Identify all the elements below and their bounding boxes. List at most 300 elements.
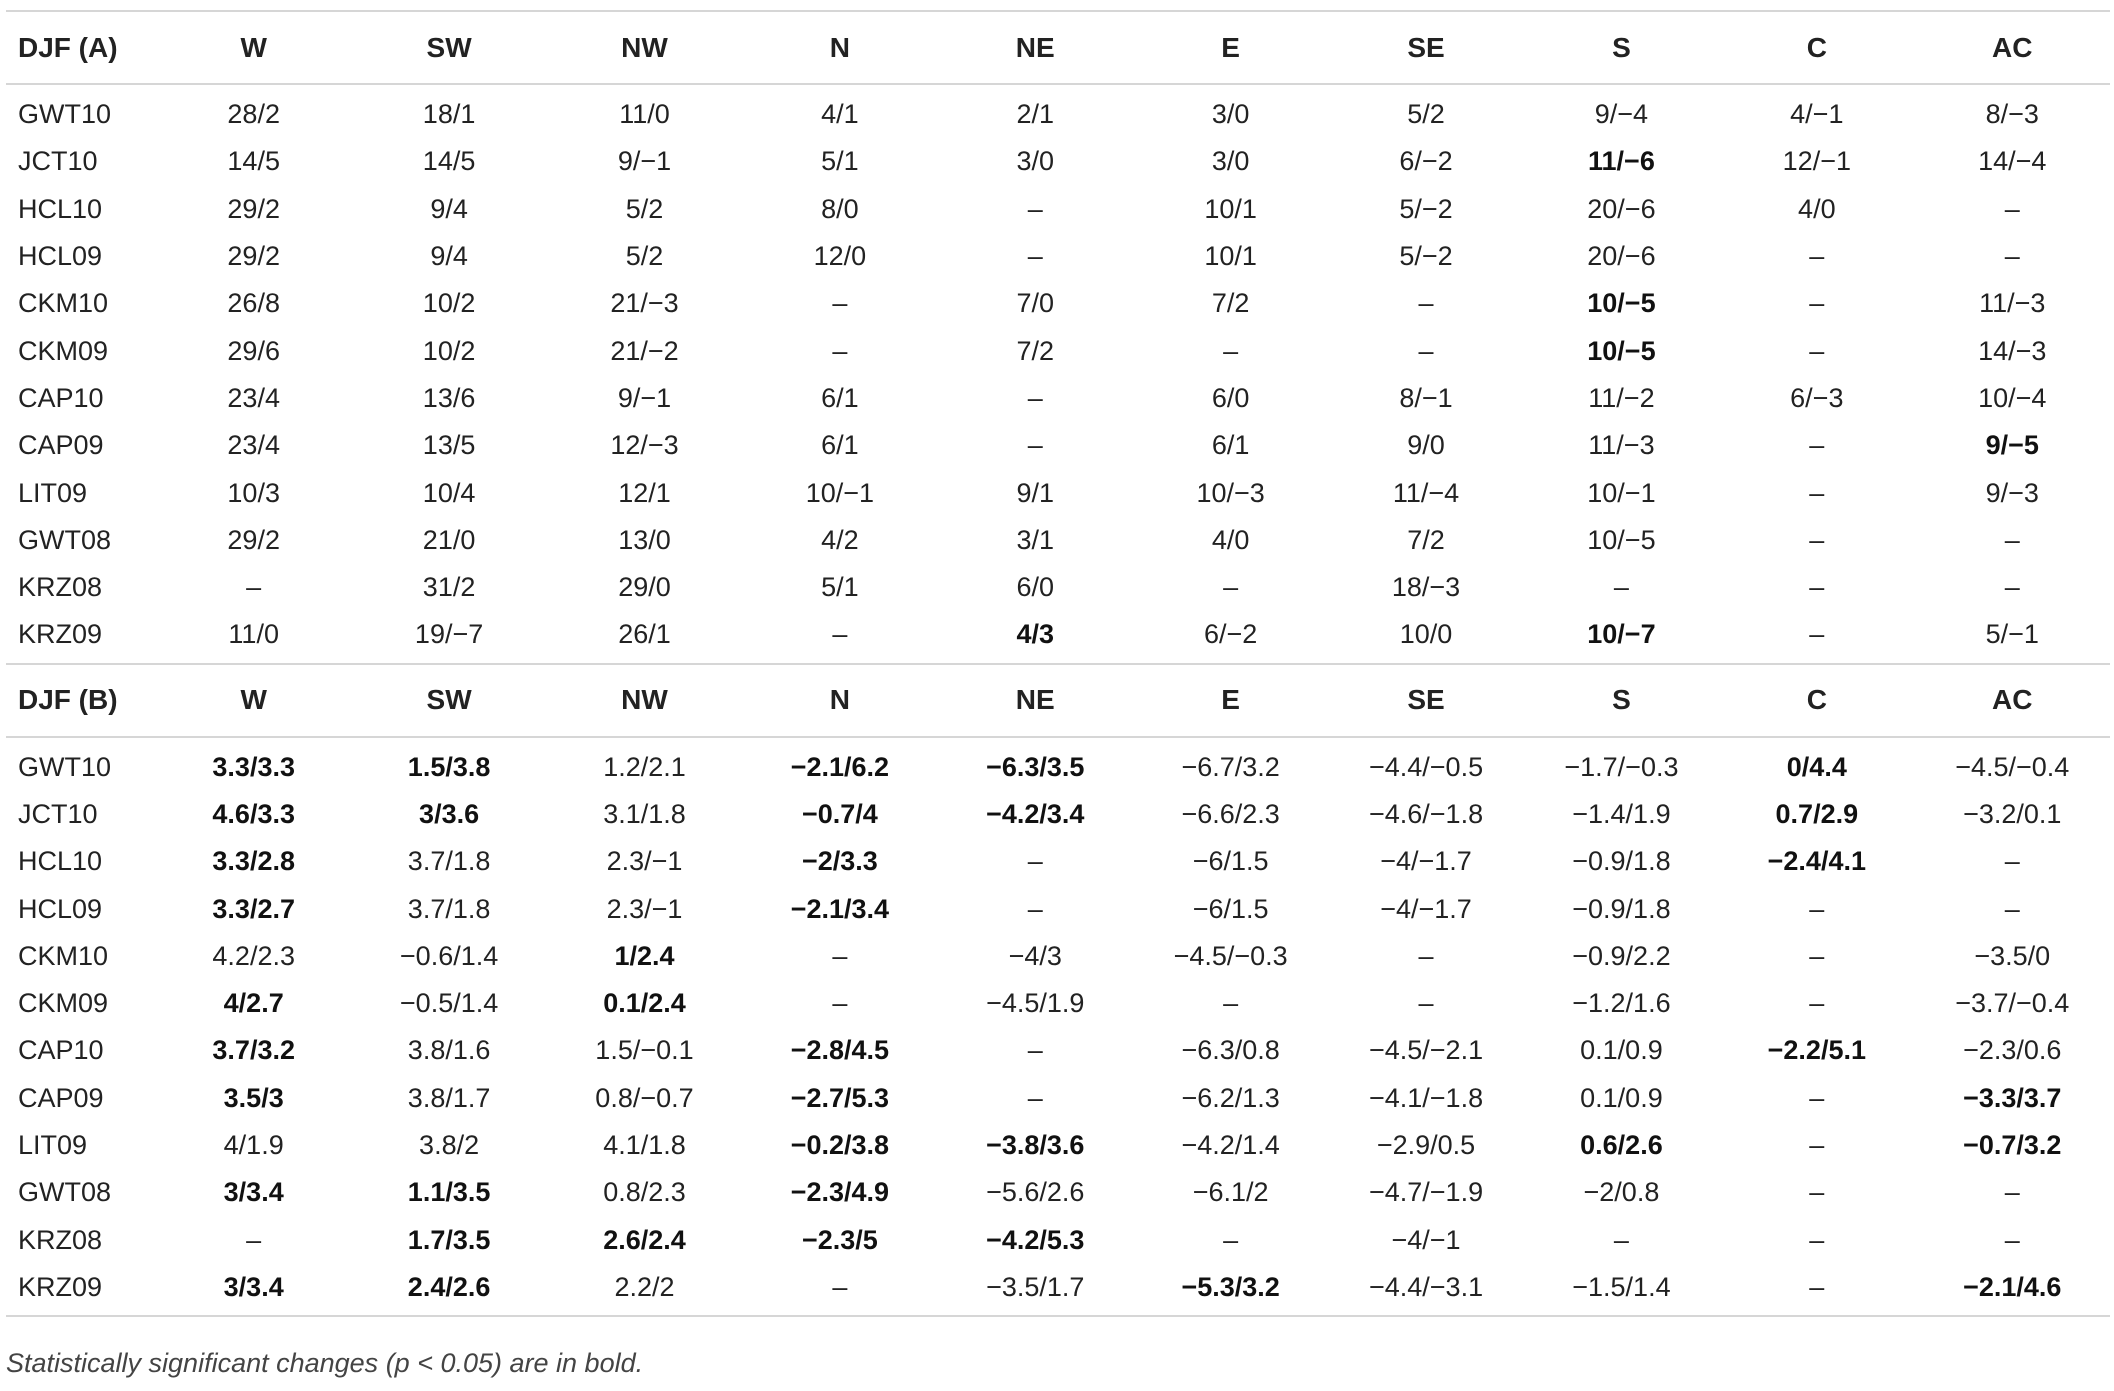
table-row xyxy=(6,791,2110,838)
table-cell: −3.5/0 xyxy=(1974,940,2051,971)
table-cell: 6/1 xyxy=(821,430,859,461)
table-footnote: Statistically significant changes (p < 0.05) are in bold. xyxy=(6,1348,644,1378)
table-row xyxy=(6,1264,2110,1316)
table-cell: 4/3 xyxy=(1016,619,1055,650)
row-label: HCL09 xyxy=(18,241,103,272)
table-cell: 26/1 xyxy=(618,619,671,650)
table-cell: 6/1 xyxy=(821,382,859,413)
table-cell: 10/1 xyxy=(1204,241,1257,272)
table-row xyxy=(6,1122,2110,1169)
table-row xyxy=(6,280,2110,327)
table-cell: – xyxy=(1809,477,1825,508)
row-label: GWT08 xyxy=(18,1177,112,1208)
table-cell: 3.3/2.7 xyxy=(212,893,295,924)
table-cell: – xyxy=(1223,335,1239,366)
table-cell: – xyxy=(1809,572,1825,603)
table-cell: – xyxy=(2004,241,2020,272)
table-cell: – xyxy=(832,288,848,319)
table-cell: 14/5 xyxy=(422,146,476,177)
table-cell: – xyxy=(1418,335,1434,366)
table-row xyxy=(6,1217,2110,1264)
table-cell: 10/−4 xyxy=(1978,382,2047,413)
table-cell: 4/0 xyxy=(1211,524,1250,555)
table-cell: −2.4/4.1 xyxy=(1767,846,1866,877)
column-header: NE xyxy=(938,11,1133,84)
section-header-row xyxy=(6,664,2110,737)
table-cell: 10/−5 xyxy=(1587,524,1656,555)
row-label: GWT10 xyxy=(18,751,112,782)
table-cell: 21/0 xyxy=(422,524,476,555)
table-cell: −4.2/3.4 xyxy=(986,799,1085,829)
row-label: CAP09 xyxy=(18,1082,104,1113)
table-cell: 9/4 xyxy=(430,241,468,272)
table-cell: – xyxy=(832,335,848,366)
table-cell: −6.3/0.8 xyxy=(1181,1035,1280,1066)
table-cell: 29/6 xyxy=(227,335,280,366)
row-label: JCT10 xyxy=(18,799,98,829)
row-label: LIT09 xyxy=(18,477,88,508)
table-cell: 29/2 xyxy=(227,193,280,224)
table-cell: −0.9/1.8 xyxy=(1572,846,1671,877)
table-cell: 11/0 xyxy=(228,619,279,650)
table-cell: 11/−4 xyxy=(1392,477,1460,508)
row-label: GWT10 xyxy=(18,99,112,130)
table-cell: −1.4/1.9 xyxy=(1572,799,1671,829)
table-cell: −0.7/3.2 xyxy=(1963,1130,2062,1161)
table-cell: −2.7/5.3 xyxy=(790,1082,890,1113)
table-cell: 3.1/1.8 xyxy=(603,799,686,829)
row-label: KRZ09 xyxy=(6,1264,156,1316)
table-cell: 11/−2 xyxy=(1588,382,1655,413)
table-cell: 3.8/1.7 xyxy=(407,1082,491,1113)
table-cell: 11/−6 xyxy=(1588,146,1655,177)
table-cell: −4.5/−2.1 xyxy=(1368,1035,1484,1066)
table-cell: 10/1 xyxy=(1204,193,1257,224)
table-cell: −4.2/5.3 xyxy=(986,1224,1085,1255)
table-cell: −0.9/1.8 xyxy=(1572,893,1671,924)
table-cell: −6/1.5 xyxy=(1192,846,1269,877)
table-cell: 13/0 xyxy=(618,524,671,555)
table-cell: 10/−3 xyxy=(1196,477,1265,508)
table-cell: −3.5/1.7 xyxy=(938,1264,1133,1316)
table-cell: 10/−1 xyxy=(1587,477,1656,508)
table-cell: – xyxy=(2004,193,2020,224)
table-cell: – xyxy=(1027,193,1043,224)
table-cell: – xyxy=(1809,940,1825,971)
table-cell: 3.3/3.3 xyxy=(212,751,295,782)
column-header: SW xyxy=(351,664,546,737)
table-cell: 9/−1 xyxy=(617,146,672,177)
table-cell: 12/−1 xyxy=(1782,146,1851,177)
table-cell: 2.2/2 xyxy=(547,1264,742,1316)
table-row xyxy=(6,1027,2110,1074)
table-row xyxy=(6,933,2110,980)
table-cell: −3.7/−0.4 xyxy=(1955,988,2070,1019)
table-cell: – xyxy=(2004,1224,2020,1255)
table-cell: 12/0 xyxy=(813,241,867,272)
table-cell: 5/2 xyxy=(1407,99,1445,130)
column-header: NW xyxy=(547,664,742,737)
table-cell: −2.3/4.9 xyxy=(790,1177,890,1208)
table-cell: – xyxy=(1027,430,1043,461)
table-cell: −4.5/−0.3 xyxy=(1173,940,1288,971)
table-cell: 1.2/2.1 xyxy=(603,751,686,782)
table-cell: 3/3.4 xyxy=(223,1177,284,1208)
table-cell: −6.6/2.3 xyxy=(1181,799,1280,829)
table-cell: 10/−7 xyxy=(1587,619,1656,650)
table-cell: – xyxy=(1418,940,1434,971)
table-cell: 9/−1 xyxy=(617,382,672,413)
row-label: KRZ08 xyxy=(18,572,103,603)
table-cell: – xyxy=(1027,382,1043,413)
table-cell: 4/1 xyxy=(821,99,859,130)
table-row xyxy=(6,1169,2110,1216)
column-header: SE xyxy=(1328,11,1523,84)
table-cell: 5/−2 xyxy=(1399,241,1453,272)
table-cell: 5/1 xyxy=(821,572,859,603)
table-row xyxy=(6,233,2110,280)
row-label: LIT09 xyxy=(18,1130,88,1161)
table-cell: 29/2 xyxy=(227,524,280,555)
table-cell: – xyxy=(1809,619,1825,650)
table-cell: 4.2/2.3 xyxy=(212,940,295,971)
table-cell: 5/2 xyxy=(625,193,664,224)
table-cell: −3.2/0.1 xyxy=(1963,799,2062,829)
table-cell: 10/4 xyxy=(422,477,476,508)
table-cell: 8/−1 xyxy=(1399,382,1453,413)
table-cell: 3.8/1.6 xyxy=(407,1035,491,1066)
table-cell: −2/0.8 xyxy=(1583,1177,1660,1208)
table-cell: – xyxy=(832,988,848,1019)
table-row xyxy=(6,564,2110,611)
table-cell: – xyxy=(1027,241,1043,272)
table-cell: 5/2 xyxy=(625,241,664,272)
section-title: DJF (A) xyxy=(6,11,156,84)
table-cell: 1.5/3.8 xyxy=(407,751,491,782)
table-cell: 8/−3 xyxy=(1985,99,2039,130)
table-cell: 4/−1 xyxy=(1790,99,1844,130)
table-cell: −0.9/2.2 xyxy=(1572,940,1671,971)
table-cell: 23/4 xyxy=(227,382,280,413)
table-row xyxy=(6,138,2110,185)
table-cell: 0.8/2.3 xyxy=(603,1177,686,1208)
table-cell: 19/−7 xyxy=(414,619,484,650)
table-cell: −1.7/−0.3 xyxy=(1564,751,1679,782)
table-cell: 4/2 xyxy=(821,524,859,555)
table-cell: 1.1/3.5 xyxy=(407,1177,491,1208)
table-cell: −6.7/3.2 xyxy=(1181,751,1280,782)
table-cell: – xyxy=(1027,1035,1043,1066)
table-cell: 10/−1 xyxy=(805,477,875,508)
table-cell: – xyxy=(2004,846,2020,877)
table-cell: −4/3 xyxy=(1008,940,1062,971)
table-cell: 2.4/2.6 xyxy=(351,1264,546,1316)
table-cell: 3.5/3 xyxy=(223,1082,284,1113)
table-cell: 10/2 xyxy=(422,335,476,366)
table-cell: – xyxy=(1027,846,1043,877)
table-cell: 18/−3 xyxy=(1391,572,1461,603)
table-cell: −4.7/−1.9 xyxy=(1368,1177,1484,1208)
table-cell: – xyxy=(1809,241,1825,272)
table-cell: 11/−3 xyxy=(1979,288,2046,319)
column-header: E xyxy=(1133,11,1328,84)
table-cell: – xyxy=(246,572,262,603)
table-cell: −0.6/1.4 xyxy=(399,940,499,971)
table-cell: 7/0 xyxy=(1016,288,1055,319)
table-cell: 2/1 xyxy=(1016,99,1055,130)
table-cell: 6/−3 xyxy=(1790,382,1844,413)
table-cell: – xyxy=(1809,1130,1825,1161)
table-row xyxy=(6,885,2110,932)
table-cell: 18/1 xyxy=(422,99,476,130)
table-cell: −6.1/2 xyxy=(1192,1177,1269,1208)
table-cell: −2.1/4.6 xyxy=(1915,1264,2110,1316)
table-cell: −4.5/−0.4 xyxy=(1955,751,2070,782)
table-cell: 20/−6 xyxy=(1587,241,1656,272)
table-cell: 9/1 xyxy=(1016,477,1055,508)
table-cell: −4.5/1.9 xyxy=(986,988,1085,1019)
row-label: CKM10 xyxy=(18,288,109,319)
column-header: S xyxy=(1524,11,1719,84)
table-cell: – xyxy=(1809,524,1825,555)
table-cell: 4/0 xyxy=(1798,193,1836,224)
table-cell: 5/−1 xyxy=(1985,619,2039,650)
row-label: CAP09 xyxy=(18,430,104,461)
table-cell: −2.3/5 xyxy=(801,1224,878,1255)
circulation-type-table xyxy=(6,10,2110,1317)
table-cell: – xyxy=(832,619,848,650)
column-header: C xyxy=(1719,11,1914,84)
column-header: SE xyxy=(1328,664,1523,737)
table-row xyxy=(6,327,2110,374)
table-cell: 29/0 xyxy=(618,572,671,603)
table-cell: −4.4/−3.1 xyxy=(1328,1264,1523,1316)
table-cell: −2.8/4.5 xyxy=(790,1035,890,1066)
table-row xyxy=(6,186,2110,233)
section-title: DJF (B) xyxy=(6,664,156,737)
table-cell: 9/4 xyxy=(430,193,468,224)
table-cell: 6/0 xyxy=(1016,572,1055,603)
table-cell: −5.6/2.6 xyxy=(986,1177,1085,1208)
table-row xyxy=(6,469,2110,516)
table-cell: – xyxy=(1809,1224,1825,1255)
table-cell: 5/1 xyxy=(821,146,859,177)
table-cell: 23/4 xyxy=(227,430,280,461)
table-cell: – xyxy=(1223,572,1239,603)
table-cell: 2.6/2.4 xyxy=(603,1224,686,1255)
column-header: W xyxy=(156,11,351,84)
table-cell: – xyxy=(2004,893,2020,924)
column-header: NE xyxy=(938,664,1133,737)
table-cell: 10/3 xyxy=(227,477,280,508)
table-cell: 3.7/1.8 xyxy=(407,846,491,877)
row-label: HCL10 xyxy=(18,193,103,224)
section-header-row xyxy=(6,11,2110,84)
table-cell: 11/0 xyxy=(619,99,670,130)
table-cell: 2.3/−1 xyxy=(606,893,683,924)
row-label: CKM09 xyxy=(18,335,109,366)
table-cell: 12/1 xyxy=(618,477,671,508)
table-cell: −1.2/1.6 xyxy=(1572,988,1671,1019)
table-cell: −0.5/1.4 xyxy=(399,988,499,1019)
table-cell: 7/2 xyxy=(1407,524,1445,555)
table-cell: – xyxy=(1809,430,1825,461)
row-label: CKM10 xyxy=(18,940,109,971)
table-cell: −0.7/4 xyxy=(801,799,878,829)
table-row xyxy=(6,517,2110,564)
table-cell: 10/−5 xyxy=(1587,288,1656,319)
table-cell: 21/−2 xyxy=(610,335,679,366)
table-cell: 4.1/1.8 xyxy=(603,1130,686,1161)
table-cell: 4/1.9 xyxy=(223,1130,284,1161)
table-cell: – xyxy=(2004,572,2020,603)
table-cell: 28/2 xyxy=(227,99,280,130)
table-cell: 2.3/−1 xyxy=(606,846,683,877)
table-cell: – xyxy=(1719,1264,1914,1316)
table-cell: – xyxy=(1809,893,1825,924)
table-cell: 9/−5 xyxy=(1985,430,2039,461)
column-header: E xyxy=(1133,664,1328,737)
table-row xyxy=(6,375,2110,422)
table-cell: 5/−2 xyxy=(1399,193,1453,224)
table-cell: −6/1.5 xyxy=(1192,893,1269,924)
table-cell: 0.1/0.9 xyxy=(1580,1082,1663,1113)
table-cell: 3.8/2 xyxy=(419,1130,480,1161)
table-cell: 0.1/0.9 xyxy=(1580,1035,1663,1066)
column-header: W xyxy=(156,664,351,737)
table-cell: – xyxy=(832,940,848,971)
table-cell: 9/−4 xyxy=(1594,99,1649,130)
table-cell: −2.2/5.1 xyxy=(1767,1035,1866,1066)
table-cell: 20/−6 xyxy=(1587,193,1656,224)
column-header: AC xyxy=(1915,11,2110,84)
table-cell: 3.3/2.8 xyxy=(212,846,295,877)
table-row xyxy=(6,1075,2110,1122)
table-cell: −4.4/−0.5 xyxy=(1368,751,1484,782)
table-cell: 3.7/3.2 xyxy=(212,1035,295,1066)
table-cell: 0.6/2.6 xyxy=(1580,1130,1663,1161)
table-cell: 13/5 xyxy=(422,430,476,461)
table-cell: −6.2/1.3 xyxy=(1181,1082,1280,1113)
table-cell: −4.2/1.4 xyxy=(1181,1130,1280,1161)
table-cell: – xyxy=(2004,524,2020,555)
table-cell: – xyxy=(1809,335,1825,366)
table-cell: 26/8 xyxy=(227,288,280,319)
table-cell: −0.2/3.8 xyxy=(790,1130,890,1161)
column-header: S xyxy=(1524,664,1719,737)
table-cell: 14/−4 xyxy=(1978,146,2047,177)
table-row xyxy=(6,611,2110,663)
table-cell: – xyxy=(1418,288,1434,319)
table-cell: – xyxy=(1809,988,1825,1019)
row-label: KRZ08 xyxy=(18,1224,103,1255)
table-cell: 10/2 xyxy=(422,288,476,319)
row-label: GWT08 xyxy=(18,524,112,555)
table-row xyxy=(6,422,2110,469)
row-label: JCT10 xyxy=(18,146,98,177)
table-cell: 0.1/2.4 xyxy=(603,988,686,1019)
table-cell: – xyxy=(1613,572,1629,603)
table-cell: 10/−5 xyxy=(1587,335,1656,366)
column-header: C xyxy=(1719,664,1914,737)
results-table-container xyxy=(6,10,2110,1317)
row-label: CAP10 xyxy=(18,1035,104,1066)
column-header: AC xyxy=(1915,664,2110,737)
table-cell: 10/0 xyxy=(1399,619,1453,650)
table-cell: 21/−3 xyxy=(610,288,679,319)
row-label: CKM09 xyxy=(18,988,109,1019)
table-cell: 14/5 xyxy=(227,146,280,177)
table-cell: 6/1 xyxy=(1211,430,1250,461)
table-cell: −4/−1 xyxy=(1391,1224,1461,1255)
table-cell: −4/−1.7 xyxy=(1380,893,1472,924)
table-cell: −6.3/3.5 xyxy=(986,751,1085,782)
table-cell: 4.6/3.3 xyxy=(212,799,295,829)
table-cell: – xyxy=(1027,893,1043,924)
table-cell: 3/3.6 xyxy=(419,799,480,829)
column-header: SW xyxy=(351,11,546,84)
table-cell: 11/−3 xyxy=(1588,430,1655,461)
table-cell: 6/−2 xyxy=(1399,146,1453,177)
table-cell: 4/2.7 xyxy=(223,988,284,1019)
table-cell: 3/0 xyxy=(1211,146,1250,177)
table-cell: 12/−3 xyxy=(610,430,679,461)
table-cell: 1/2.4 xyxy=(614,940,675,971)
table-cell: −2.3/0.6 xyxy=(1963,1035,2062,1066)
table-cell: −2.1/6.2 xyxy=(790,751,890,782)
table-cell: 13/6 xyxy=(422,382,476,413)
table-cell: – xyxy=(742,1264,937,1316)
column-header: NW xyxy=(547,11,742,84)
table-cell: 0.7/2.9 xyxy=(1775,799,1859,829)
table-cell: −3.8/3.6 xyxy=(986,1130,1085,1161)
table-cell: 9/0 xyxy=(1407,430,1445,461)
table-cell: – xyxy=(2004,1177,2020,1208)
table-cell: −4.6/−1.8 xyxy=(1368,799,1484,829)
column-header: N xyxy=(742,11,937,84)
table-row xyxy=(6,838,2110,885)
table-cell: 3.7/1.8 xyxy=(407,893,491,924)
table-cell: −1.5/1.4 xyxy=(1524,1264,1719,1316)
table-cell: −5.3/3.2 xyxy=(1133,1264,1328,1316)
table-row xyxy=(6,737,2110,791)
table-cell: – xyxy=(1809,1177,1825,1208)
table-cell: – xyxy=(1809,1082,1825,1113)
row-label: CAP10 xyxy=(18,382,104,413)
table-cell: 3/0 xyxy=(1016,146,1055,177)
table-cell: 6/−2 xyxy=(1203,619,1258,650)
table-cell: – xyxy=(246,1224,262,1255)
row-label: HCL09 xyxy=(18,893,103,924)
table-cell: 3/1 xyxy=(1016,524,1055,555)
table-cell: – xyxy=(1418,988,1434,1019)
table-cell: −4.1/−1.8 xyxy=(1368,1082,1484,1113)
table-cell: −4/−1.7 xyxy=(1380,846,1472,877)
row-label: KRZ09 xyxy=(18,619,103,650)
table-cell: 3/0 xyxy=(1211,99,1250,130)
table-cell: 7/2 xyxy=(1016,335,1055,366)
column-header: N xyxy=(742,664,937,737)
table-cell: – xyxy=(1809,288,1825,319)
table-row xyxy=(6,84,2110,138)
table-cell: 1.7/3.5 xyxy=(407,1224,491,1255)
table-row xyxy=(6,980,2110,1027)
row-label: HCL10 xyxy=(18,846,103,877)
table-cell: −3.3/3.7 xyxy=(1963,1082,2062,1113)
table-cell: 8/0 xyxy=(821,193,859,224)
table-cell: −2.9/0.5 xyxy=(1376,1130,1476,1161)
table-cell: – xyxy=(1027,1082,1043,1113)
